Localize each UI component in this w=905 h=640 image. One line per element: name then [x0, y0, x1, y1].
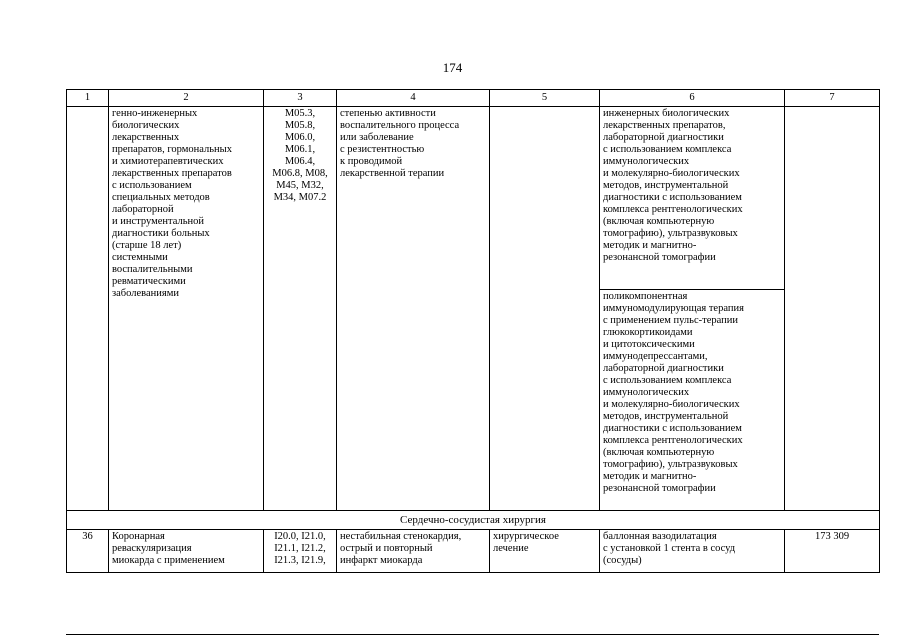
- cell-treatment-type: хирургическое лечение: [490, 530, 600, 573]
- header-col-3: 3: [264, 90, 337, 107]
- header-col-4: 4: [337, 90, 490, 107]
- cell-cost: [785, 107, 880, 511]
- cell-icd-codes: I20.0, I21.0, I21.1, I21.2, I21.3, I21.9,: [264, 530, 337, 573]
- table-row-36: [67, 530, 880, 573]
- cell-procedure-name: Коронарная реваскуляризация миокарда с применением: [109, 530, 264, 573]
- header-col-2: 2: [109, 90, 264, 107]
- section-row: [67, 511, 880, 530]
- cell-procedure-name: генно-инженерных биологических лекарственных препаратов, гормональных и химиотерапевтических лекарственных препаратов с использованием специальных методов лабораторной и инструментальной диагностики больных (старше 18 лет) системными воспалительными ревматическими заболеваниями: [109, 107, 264, 511]
- page-bottom-rule: [66, 634, 879, 635]
- header-col-5: 5: [490, 90, 600, 107]
- section-title: Сердечно-сосудистая хирургия: [67, 511, 880, 530]
- cell-patient-model: нестабильная стенокардия, острый и повторный инфаркт миокарда: [337, 530, 490, 573]
- cell-icd-codes: M05.3, M05.8, M06.0, M06.1, M06.4, M06.8, M08, M45, M32, M34, M07.2: [264, 107, 337, 511]
- page-number: 174: [442, 60, 463, 75]
- header-col-1: 1: [67, 90, 109, 107]
- header-row: [67, 90, 880, 107]
- header-col-6: 6: [600, 90, 785, 107]
- cell-treatment-method: баллонная вазодилатация с установкой 1 стента в сосуд (сосуды): [600, 530, 785, 573]
- cell-cost: 173 309: [785, 530, 880, 573]
- cell-row-number: [67, 107, 109, 511]
- cell-treatment-type: [490, 107, 600, 511]
- table-row-continued: [67, 107, 880, 290]
- cell-patient-model: степенью активности воспалительного процесса или заболевание с резистентностью к проводимой лекарственной терапии: [337, 107, 490, 511]
- header-col-7: 7: [785, 90, 880, 107]
- cell-row-number: 36: [67, 530, 109, 573]
- cell-treatment-method-b: поликомпонентная иммуномодулирующая терапия с применением пульс-терапии глюкокортикоидами и цитотоксическими иммунодепрессантами, лабораторной диагностики с использованием комплекса иммунологических и молекулярно-биологических методов, инструментальной диагностики с использованием комплекса рентгенологических (включая компьютерную томографию), ультразвуковых методик и магнитно- резонансной томографии: [600, 290, 785, 511]
- procedures-table: [66, 89, 880, 573]
- cell-treatment-method-a: инженерных биологических лекарственных препаратов, лабораторной диагностики с использованием комплекса иммунологических и молекулярно-биологических методов, инструментальной диагностики с использованием комплекса рентгенологических (включая компьютерную томографию), ультразвуковых методик и магнитно- резонансной томографии: [600, 107, 785, 290]
